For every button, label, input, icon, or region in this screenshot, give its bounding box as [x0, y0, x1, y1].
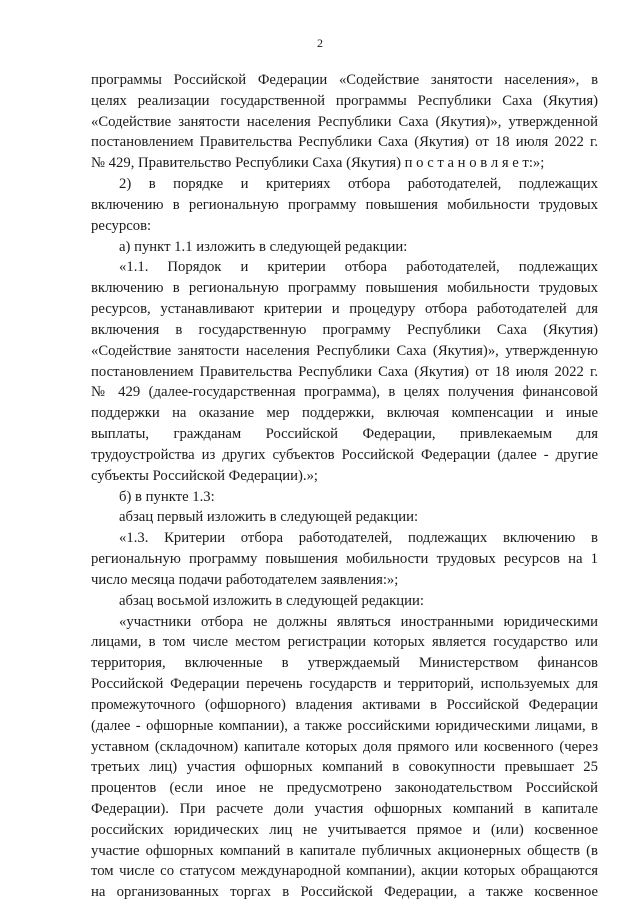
text-line: «участники отбора не должны являться иностранными юридическими: [119, 613, 598, 630]
text-line: российских юридических лиц не учитывается прямое и (или) косвенное: [91, 821, 598, 838]
text-line: постановлением Правительства Республики Саха (Якутия) от 18 июля 2022 г.: [91, 363, 598, 380]
text-line: а) пункт 1.1 изложить в следующей редакции:: [119, 238, 408, 255]
text-line: «Содействие занятости населения Республики Саха (Якутия)», утвержденную: [91, 342, 598, 359]
text-line: включению в региональную программу повышения мобильности трудовых: [91, 196, 598, 213]
text-line: третьих лиц) участия офшорных компаний в совокупности превышает 25: [91, 759, 598, 776]
text-line: уставном (складочном) капитале которых доля прямого или косвенного (через: [91, 738, 598, 755]
text-line: Федерации). При расчете доли участия офшорных компаний в капитале: [91, 800, 598, 817]
text-line: на организованных торгах в Российской Федерации, а также косвенное: [91, 884, 598, 901]
text-line: участие офшорных компаний в капитале публичных акционерных обществ (в: [91, 842, 598, 859]
text-line: трудоустройства из других субъектов Российской Федерации (далее - другие: [91, 446, 598, 463]
text-line: субъекты Российской Федерации).»;: [91, 467, 319, 484]
document-body: [91, 70, 598, 903]
text-line: абзац первый изложить в следующей редакции:: [119, 509, 419, 526]
text-line: «1.3. Критерии отбора работодателей, подлежащих включению в: [119, 530, 598, 547]
text-line: постановлением Правительства Республики Саха (Якутия) от 18 июля 2022 г.: [91, 134, 598, 151]
text-line: процентов (если иное не предусмотрено законодательством Российской: [91, 780, 598, 797]
text-line: программы Российской Федерации «Содействие занятости населения», в: [91, 72, 598, 88]
text-line: № 429, Правительство Республики Саха (Якутия) п о с т а н о в л я е т:»;: [91, 155, 545, 172]
text-line: ресурсов, устанавливают критерии и процедуру отбора работодателей для: [91, 301, 598, 318]
text-line: включению в региональную программу повышения мобильности трудовых: [91, 280, 598, 297]
text-line: территория, включенные в утверждаемый Министерством финансов: [91, 655, 598, 672]
text-line: ресурсов:: [91, 217, 152, 234]
text-line: лицами, в том числе местом регистрации которых является государство или: [91, 634, 598, 651]
text-line: абзац восьмой изложить в следующей редакции:: [119, 592, 424, 609]
text-line: региональную программу повышения мобильности трудовых ресурсов на 1: [91, 551, 598, 568]
text-line: 2) в порядке и критериях отбора работодателей, подлежащих: [119, 176, 598, 193]
text-line: «1.1. Порядок и критерии отбора работодателей, подлежащих: [119, 259, 598, 276]
text-line: № 429 (далее-государственная программа), в целях получения финансовой: [91, 384, 598, 401]
text-line: включения в государственную программу Республики Саха (Якутия): [91, 321, 598, 338]
text-line: б) в пункте 1.3:: [119, 488, 215, 505]
text-line: выплаты, гражданам Российской Федерации, привлекаемым для: [91, 426, 598, 443]
text-line: Российской Федерации перечень государств и территорий, используемых для: [91, 676, 598, 693]
text-line: поддержки на оказание мер поддержки, включая компенсации и иные: [91, 405, 598, 422]
text-line: (далее - офшорные компании), а также российскими юридическими лицами, в: [91, 717, 598, 734]
text-line: промежуточного (офшорного) владения активами в Российской Федерации: [91, 696, 598, 713]
text-line: целях реализации государственной программы Республики Саха (Якутия): [91, 92, 598, 109]
page-number: 2: [317, 36, 323, 50]
text-line: число месяца подачи работодателем заявления:»;: [91, 571, 399, 588]
text-line: «Содействие занятости населения Республики Саха (Якутия)», утвержденной: [91, 113, 598, 130]
text-line: том числе со статусом международной компании), акции которых обращаются: [91, 863, 598, 880]
